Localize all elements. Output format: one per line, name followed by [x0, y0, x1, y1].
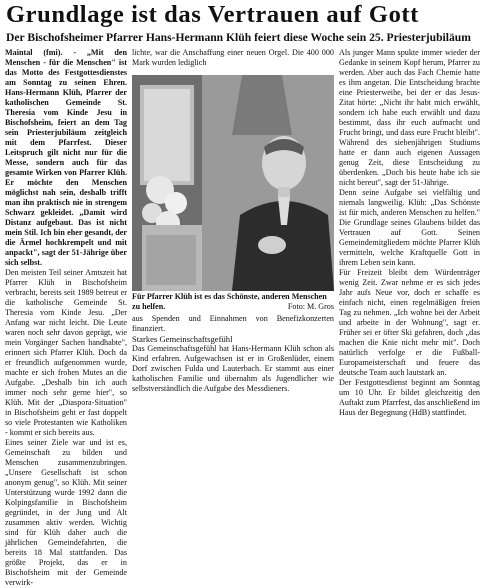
caption-text: Für Pfarrer Klüh ist es das Schönste, anderen Menschen zu helfen.	[132, 292, 327, 311]
paragraph: lichte, war die Anschaffung einer neuen Orgel. Die 400 000 Mark wurden lediglich	[132, 48, 334, 67]
column-2-bottom	[132, 314, 334, 394]
paragraph: Eines seiner Ziele war und ist es, Gemeinschaft zu bilden und Menschen zusammenzubringen. „Unsere Gesellschaft ist schon anonym genug", so Klüh. Mit seiner Unterstützung wurde 1992 dann die Kolpingsfamilie in Bischofsheim gegründet, in der Jung und Alt zusammen aktiv werden. Wichtig sind für Klüh daher auch die jährlichen Gemeindefahrten, die bereits 18 Mal stattfanden. Das größte Projekt, das er in Bischofsheim mit der Gemeinde verwirk-	[5, 438, 127, 587]
photo-credit: Foto: M. Gros	[287, 302, 334, 311]
headline: Grundlage ist das Vertrauen auf Gott	[6, 1, 419, 28]
paragraph: Maintal (fmi). - „Mit den Menschen - für die Menschen" ist das Motto des Festgottesdienstes am Sonntag zu seinen Ehren. Hans-Hermann Klüh, Pfarrer der katholischen Gemeinde St. Theresia vom Kinde Jesu in Bischofsheim, feiert an dem Tag sein Priesterjubiläum zeitgleich mit dem Pfarrfest. Dieser Leitspruch gilt nicht nur für die Messe, sondern auch für das gesamte Wirken von Pfarrer Klüh. Er möchte den Menschen möglichst nah sein, deshalb trifft man ihn praktisch nie in strengem Schwarz gekleidet. „Damit wird Distanz aufgebaut. Das ist nicht mein Stil. Ich bin eher gesandt, der die Ärmel hochkrempelt und mit anpackt", sagt der 51-Jährige über sich selbst.	[5, 48, 127, 267]
article-photo	[132, 75, 334, 291]
photo-caption	[132, 292, 334, 312]
paragraph: Denn seine Aufgabe sei vielfältig und niemals langweilig. Klüh: „Das Schönste ist für mich, anderen Menschen zu helfen." Die Grundlage seines Glaubens bildet das Vertrauen auf Gott. Seinen Gemeindemitgliedern möchte Pfarrer Klüh vermitteln, welche Kraftquelle Gott in ihrem Leben sein kann.	[339, 188, 480, 267]
column-3	[339, 48, 480, 418]
paragraph: aus Spenden und Einnahmen von Benefizkonzerten finanziert.	[132, 314, 334, 333]
column-2	[132, 48, 334, 68]
paragraph: Für Freizeit bleibt dem Würdenträger wenig Zeit. Zwar nehme er es sich jedes Jahr aufs Neue vor, doch er schaffe es einfach nicht, einen regelmäßigen freien Tag zu nehmen. „Ich wohne bei der Arbeit und arbeite in der Wohnung", sagt er. Früher sei er öfter Ski gefahren, doch „das machen die Knie nicht mehr mit". Doch natürlich verfolge er die Fußball-Europameisterschaft und feuere das deutsche Team auch lautstark an.	[339, 268, 480, 377]
paragraph: Das Gemeinschaftsgefühl hat Hans-Hermann Klüh schon als Kind erfahren. Aufgewachsen ist er in Großenlüder, einem Dorf zwischen Fulda und Lauterbach. Er stammt aus einer katholischen Familie und übernahm als Jugendlicher wie selbstverständlich die Aufgabe des Messdieners.	[132, 344, 334, 393]
paragraph: Den meisten Teil seiner Amtszeit hat Pfarrer Klüh in Bischofsheim verbracht, bereits seit 1989 betreut er die katholische Gemeinde St. Theresia vom Kinde Jesu. „Der Anfang war nicht leicht. Die Leute waren noch sehr davon geprägt, wie mein Vorgänger Sachen handhabte", erinnert sich Pfarrer Klüh. Doch da er freundlich aufgenommen wurde, machte er sich frohen Mutes an die Aufgabe. „Deshalb bin ich auch immer noch sehr gerne hier", so Klüh. Mit der „Diaspora-Situation" in Bischofsheim geht er fast doppelt so viele Protestanten wie Katholiken - kommt er sich bereits aus.	[5, 268, 127, 437]
paragraph: Der Festgottesdienst beginnt am Sonntag um 10 Uhr. Er bildet gleichzeitig den Auftakt zum Pfarrfest, das anschließend im Haus der Begegnung (HdB) stattfindet.	[339, 378, 480, 417]
column-1	[5, 48, 127, 588]
subheadline: Der Bischofsheimer Pfarrer Hans-Hermann Klüh feiert diese Woche sein 25. Priesterjubiläum	[6, 31, 471, 44]
paragraph: Als junger Mann spukte immer wieder der Gedanke in seinem Kopf herum, Pfarrer zu werden. Aber auch das Fach Chemie hatte es ihm angetan. Die Entscheidung brachte eine Priesterweihe, bei der er das Jesus-Zitat hörte: „Nicht ihr habt mich erwählt, sondern ich habe euch erwählt und dazu bestimmt, dass ihr euch aufmacht und Frucht bringt, und dass eure Frucht bleibt". Während des siebenjährigen Studiums hatte er dann auch eigenen Aussagen genug Zeit, diese Entscheidung zu überdenken. „Doch bis heute habe ich sie nicht bereut", sagt der 51-Jährige.	[339, 48, 480, 187]
priest-photo-image	[132, 75, 334, 291]
section-heading: Starkes Gemeinschaftsgefühl	[132, 334, 233, 344]
